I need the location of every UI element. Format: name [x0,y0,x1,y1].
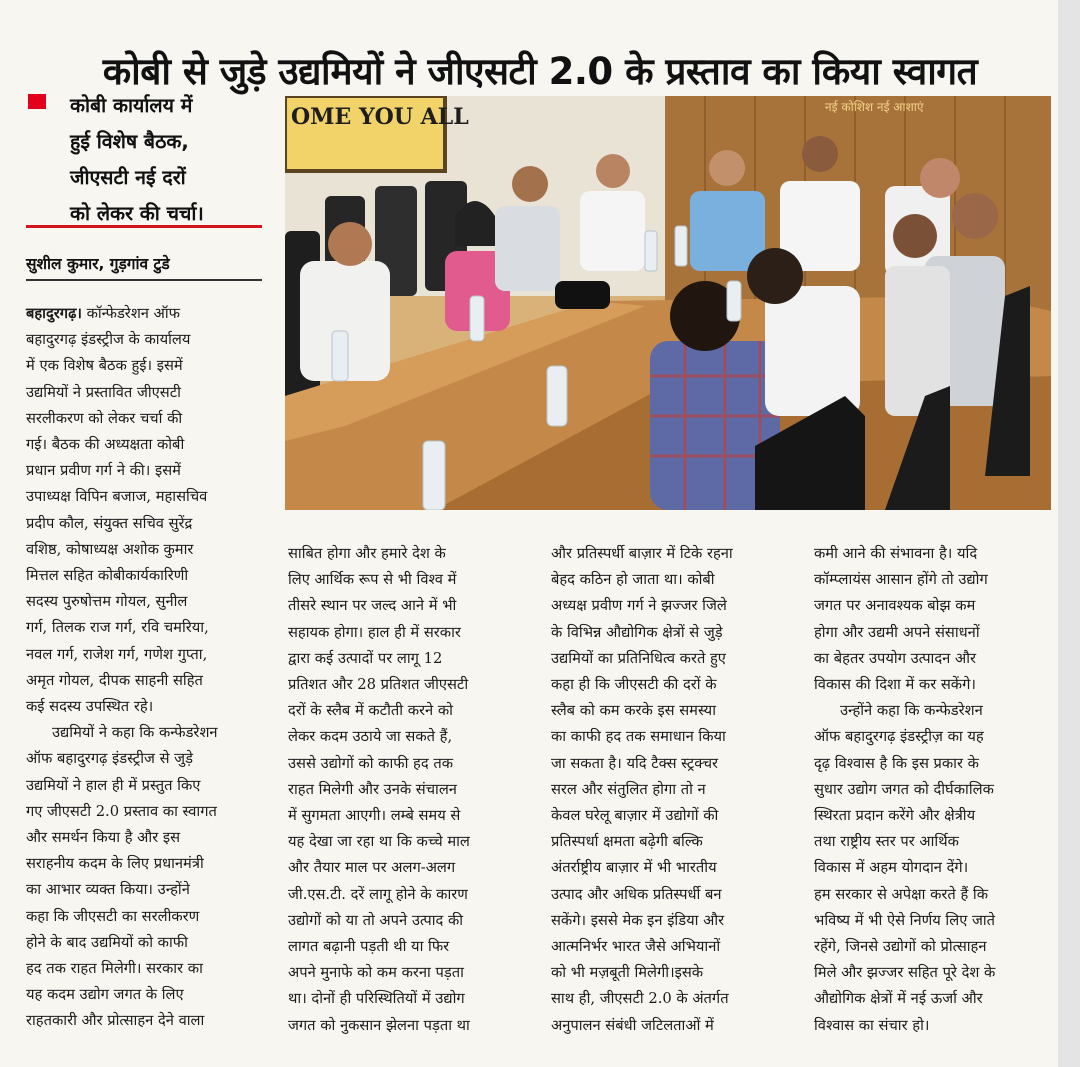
text-line: लिए आर्थिक रूप से भी विश्व में [288,571,457,589]
text-line: यह कदम उद्योग जगत के लिए [26,986,184,1004]
text-line: प्रतिस्पर्धा क्षमता बढ़ेगी बल्कि [551,833,703,851]
wall-text: नई कोशिश नई आशाएं [825,100,924,114]
subheading-line: कोबी कार्यालय में [70,94,193,117]
text-line: प्रदीप कौल, संयुक्त सचिव सुरेंद्र [26,514,193,532]
text-line: कहा ही कि जीएसटी की दरों के [551,676,717,694]
subheading-line: हुई विशेष बैठक, [70,130,189,153]
text-line: बेहद कठिन हो जाता था। कोबी [551,571,715,589]
text-line: का आभार व्यक्त किया। उन्होंने [26,881,190,899]
text-line: विकास में अहम योगदान देंगे। [814,859,969,877]
text-line: साबित होगा और हमारे देश के [288,545,446,562]
banner-text: OME YOU ALL [291,104,469,130]
text-line: रहेंगे, जिनसे उद्योगों को प्रोत्साहन [814,938,987,956]
text-line: मिले और झज्जर सहित पूरे देश के [814,964,996,982]
text-line: यह देखा जा रहा था कि कच्चे माल [288,833,470,851]
text-line: गए जीएसटी 2.0 प्रस्ताव का स्वागत [26,802,217,820]
text-line: राहत मिलेगी और उनके संचालन [288,780,457,798]
text-line: उन्होंने कहा कि कन्फेडरेशन [840,702,983,720]
red-divider [26,225,262,228]
text-line: सकेंगे। इससे मेक इन इंडिया और [551,911,725,929]
headline: कोबी से जुड़े उद्यमियों ने जीएसटी 2.0 के प्रस्ताव का किया स्वागत [102,49,978,93]
text-line: जगत को नुकसान झेलना पड़ता था [288,1016,470,1034]
text-line: स्लैब को कम करके इस समस्या [551,702,717,720]
text-line: में एक विशेष बैठक हुई। इसमें [26,357,183,375]
text-line: साथ ही, जीएसटी 2.0 के अंतर्गत [551,990,729,1008]
text-line: लागत बढ़ानी पड़ती थी या फिर [288,938,450,956]
text-line: का काफी हद तक समाधान किया [551,728,726,746]
text-line: विकास की दिशा में कर सकेंगे। [814,676,976,694]
text-line: होगा और उद्यमी अपने संसाधनों [814,623,980,641]
text-line: अपने मुनाफे को कम करना पड़ता [288,964,464,982]
article-column-1 [26,301,264,1035]
text-line: उद्यमियों का प्रतिनिधित्व करते हुए [551,649,726,667]
text-line: सहायक होगा। हाल ही में सरकार [288,623,461,641]
text-line: उद्योगों को या तो अपने उत्पाद की [288,911,464,929]
text-line: जा सकता है। यदि टैक्स स्ट्रक्चर [551,754,719,772]
text-line: अनुपालन संबंधी जटिलताओं में [551,1016,714,1034]
text-line: उससे उद्योगों को काफी हद तक [288,754,453,772]
text-line: गई। बैठक की अध्यक्षता कोबी [26,436,185,454]
text-line: उपाध्यक्ष विपिन बजाज, महासचिव [26,488,208,506]
text-line: दरों के स्लैब में कटौती करने को [288,702,453,720]
text-line: और प्रतिस्पर्धी बाज़ार में टिके रहना [551,545,733,562]
text-line: उत्पाद और अधिक प्रतिस्पर्धी बन [551,885,722,903]
text-line: नवल गर्ग, राजेश गर्ग, गणेश गुप्ता, [26,645,208,663]
text-line: अध्यक्ष प्रवीण गर्ग ने झज्जर जिले [551,597,727,615]
text-line: कहा कि जीएसटी का सरलीकरण [26,907,200,925]
text-line: विश्वास का संचार हो। [814,1016,930,1034]
text-line: द्वारा कई उत्पादों पर लागू 12 [288,649,443,667]
text-line: तथा राष्ट्रीय स्तर पर आर्थिक [814,833,959,851]
byline: सुशील कुमार, गुड़गांव टुडे [26,255,170,273]
text-line: गर्ग, तिलक राज गर्ग, रवि चमरिया, [26,619,209,637]
text-line: सदस्य पुरुषोत्तम गोयल, सुनील [26,593,188,611]
text-line: वशिष्ठ, कोषाध्यक्ष अशोक कुमार [26,540,194,558]
subheading-line: जीएसटी नई दरों [70,166,186,189]
text-line: में सुगमता आएगी। लम्बे समय से [288,807,461,825]
article-column-3 [551,541,789,1039]
text-line: था। दोनों ही परिस्थितियों में उद्योग [288,990,465,1008]
text-line: उद्यमियों ने कहा कि कन्फेडरेशन [52,724,218,742]
text-line: कई सदस्य उपस्थित रहे। [26,698,154,716]
text-line: अमृत गोयल, दीपक साहनी सहित [26,671,203,689]
page-edge-strip [1058,0,1080,1067]
text-line: सुधार उद्योग जगत को दीर्घकालिक [814,780,994,798]
text-line: होने के बाद उद्यमियों को काफी [26,933,188,951]
text-line: को भी मज़बूती मिलेगी।इसके [551,964,704,982]
text-line: कमी आने की संभावना है। यदि [814,545,978,562]
meeting-photo [285,96,1051,510]
text-line: हद तक राहत मिलेगी। सरकार का [26,960,203,978]
text-line: आत्मनिर्भर भारत जैसे अभियानों [551,938,721,956]
text-line: जी.एस.टी. दरें लागू होने के कारण [288,885,468,903]
text-line: और तैयार माल पर अलग-अलग [288,859,456,877]
text-line: हम सरकार से अपेक्षा करते हैं कि [814,885,988,903]
text-line: और समर्थन किया है और इस [26,829,181,847]
red-bullet-square [28,94,46,109]
text-line: कॉम्प्लायंस आसान होंगे तो उद्योग [814,571,988,589]
dateline: बहादुरगढ़। [26,305,82,322]
text-line: कॉन्फेडरेशन ऑफ [81,305,180,322]
text-line: ऑफ बहादुरगढ़ इंडस्ट्रीज से जुड़े [26,750,193,768]
text-line: दृढ़ विश्वास है कि इस प्रकार के [814,754,979,772]
text-line: उद्यमियों ने हाल ही में प्रस्तुत किए [26,776,201,794]
subheading-line: को लेकर की चर्चा। [70,202,204,225]
text-line: प्रधान प्रवीण गर्ग ने की। इसमें [26,462,181,480]
text-line: सरल और संतुलित होगा तो न [551,780,706,798]
text-line: उद्यमियों ने प्रस्तावित जीएसटी [26,383,181,401]
article-column-4 [814,541,1054,1039]
text-line: ऑफ बहादुरगढ़ इंडस्ट्रीज़ का यह [814,728,984,746]
text-line: राहतकारी और प्रोत्साहन देने वाला [26,1012,205,1030]
text-line: लेकर कदम उठाये जा सकते हैं, [288,728,453,746]
text-line: केवल घरेलू बाज़ार में उद्योगों की [551,807,719,825]
text-line: भविष्य में भी ऐसे निर्णय लिए जाते [814,911,996,929]
article-column-2 [288,541,526,1039]
subheading-block [26,88,262,232]
text-line: के विभिन्न औद्योगिक क्षेत्रों से जुड़े [551,623,723,641]
text-line: जगत पर अनावश्यक बोझ कम [814,597,976,615]
text-line: तीसरे स्थान पर जल्द आने में भी [288,597,457,615]
text-line: औद्योगिक क्षेत्रों में नई ऊर्जा और [814,990,983,1008]
byline-divider [26,279,262,281]
text-line: बहादुरगढ़ इंडस्ट्रीज के कार्यालय [26,331,191,349]
text-line: का बेहतर उपयोग उत्पादन और [814,649,977,667]
text-line: अंतर्राष्ट्रीय बाज़ार में भी भारतीय [551,859,717,877]
text-line: प्रतिशत और 28 प्रतिशत जीएसटी [288,676,469,694]
text-line: स्थिरता प्रदान करेंगे और क्षेत्रीय [814,807,976,825]
text-line: मित्तल सहित कोबीकार्यकारिणी [26,567,189,585]
text-line: सराहनीय कदम के लिए प्रधानमंत्री [26,855,204,873]
text-line: सरलीकरण को लेकर चर्चा की [26,409,183,427]
